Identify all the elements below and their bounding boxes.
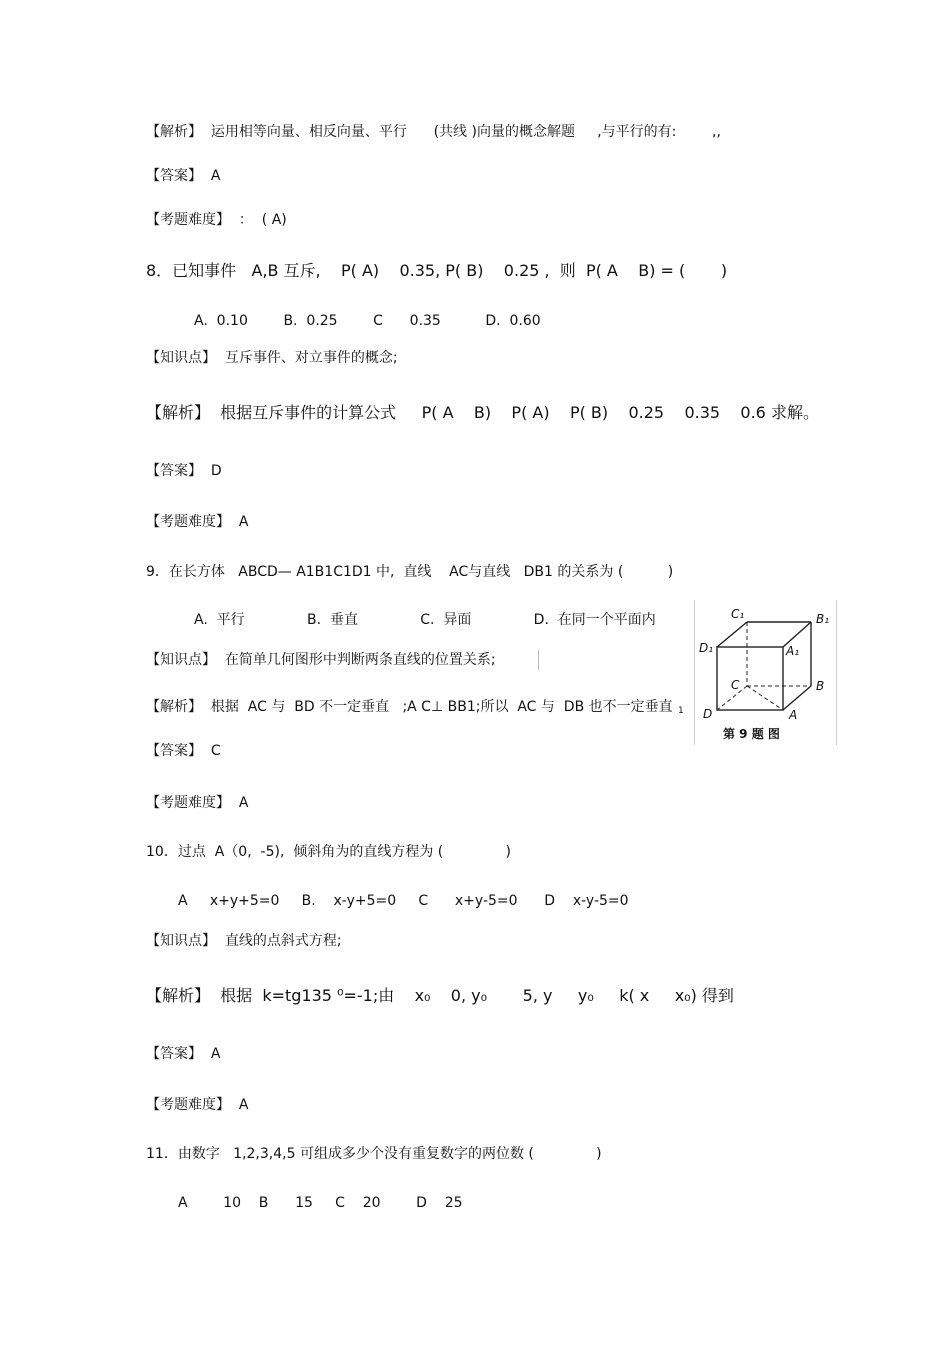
- difficulty-line-q8: 【考题难度】 A: [146, 514, 249, 530]
- question-8: 8．已知事件 A,B 互斥, P( A) 0.35, P( B) 0.25 , 则 P( A B) = ( ): [146, 261, 728, 280]
- options-q10: A x+y+5=0 B. x-y+5=0 C x+y-5=0 D x-y-5=0: [178, 893, 629, 909]
- question-11: 11．由数字 1,2,3,4,5 可组成多少个没有重复数字的两位数 ( ): [146, 1146, 602, 1162]
- analysis-line-q8: 【解析】 根据互斥事件的计算公式 P( A B) P( A) P( B) 0.25 0.35 0.6 求解。: [146, 403, 819, 422]
- figure-caption: 第 9 题 图: [723, 727, 780, 741]
- answer-line-q10: 【答案】 A: [146, 1046, 221, 1062]
- options-q8: A. 0.10 B. 0.25 C 0.35 D. 0.60: [194, 313, 541, 329]
- knowledge-line-q9: 【知识点】 在简单几何图形中判断两条直线的位置关系;: [146, 652, 496, 668]
- text-cursor-divider: [538, 650, 539, 670]
- difficulty-line-q7: 【考题难度】 ： ( A): [146, 212, 287, 228]
- vertex-label-b1: B₁: [816, 612, 830, 626]
- vertex-label-d: D: [703, 707, 713, 721]
- cube-figure: [694, 600, 837, 745]
- analysis-line-q9: 【解析】 根据 AC 与 BD 不一定垂直 ;A C⊥ BB1;所以 AC 与 DB 也不一定垂直: [146, 699, 673, 715]
- analysis-line-q10: 【解析】 根据 k=tg135 ⁰=-1;由 x₀ 0, y₀ 5, y y₀ k( x x₀) 得到: [146, 986, 734, 1005]
- vertex-label-c1: C₁: [731, 607, 745, 621]
- question-9: 9．在长方体 ABCD— A1B1C1D1 中, 直线 AC与直线 DB1 的关系为 ( ): [146, 564, 674, 580]
- vertex-label-b: B: [816, 679, 825, 693]
- options-q9: A. 平行 B. 垂直 C. 异面 D. 在同一个平面内: [194, 612, 656, 628]
- vertex-label-d1: D₁: [699, 641, 714, 655]
- vertex-label-c: C: [731, 678, 740, 692]
- cube-edge-d1c1: [717, 622, 747, 647]
- answer-line-q8: 【答案】 D: [146, 463, 222, 479]
- answer-line-q7: 【答案】 A: [146, 168, 221, 184]
- question-10: 10．过点 A（0, -5), 倾斜角为的直线方程为 ( ): [146, 844, 511, 860]
- difficulty-line-q9: 【考题难度】 A: [146, 795, 249, 811]
- knowledge-line-q10: 【知识点】 直线的点斜式方程;: [146, 933, 342, 949]
- answer-line-q9: 【答案】 C: [146, 743, 221, 759]
- cube-hidden-diagonal-ca: [747, 686, 783, 710]
- vertex-label-a: A: [789, 708, 798, 722]
- cube-diagram: [695, 600, 836, 745]
- knowledge-line-q8: 【知识点】 互斥事件、对立事件的概念;: [146, 350, 398, 366]
- cube-front-face: [717, 647, 783, 710]
- vertex-label-a1: A₁: [786, 644, 800, 658]
- options-q11: A 10 B 15 C 20 D 25: [178, 1195, 463, 1211]
- analysis-line-q7: 【解析】 运用相等向量、相反向量、平行 (共线 )向量的概念解题 ,与平行的有: ,,: [146, 124, 721, 140]
- difficulty-line-q10: 【考题难度】 A: [146, 1097, 249, 1113]
- cube-edge-ab: [783, 686, 811, 710]
- analysis-subscript-q9: 1: [678, 706, 684, 716]
